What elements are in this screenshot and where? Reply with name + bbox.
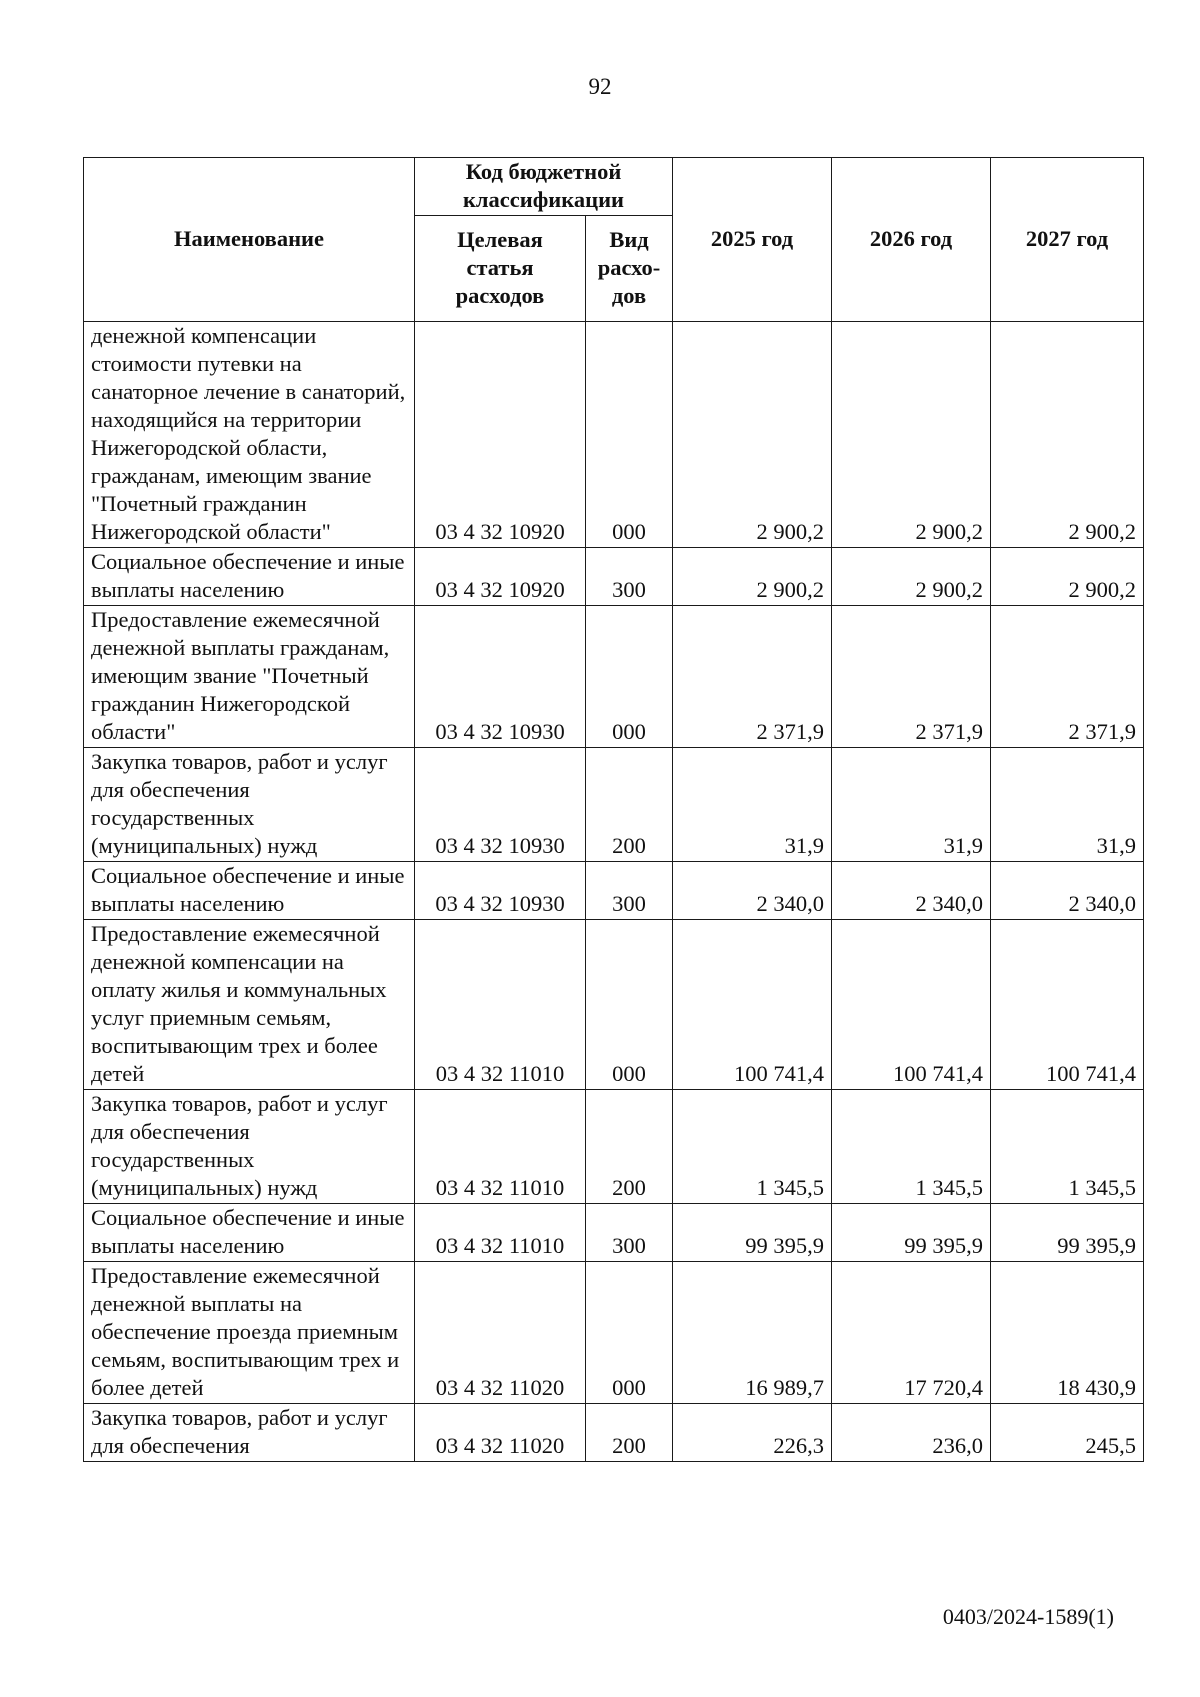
row-value-2027: 245,5 [991, 1404, 1144, 1462]
row-name: Закупка товаров, работ и услуг для обеспечения государственных (муниципальных) нужд [84, 748, 415, 862]
row-value-2026: 99 395,9 [832, 1204, 991, 1262]
row-expense-kind: 300 [586, 548, 673, 606]
row-value-2026: 236,0 [832, 1404, 991, 1462]
row-name: Социальное обеспечение и иные выплаты населению [84, 548, 415, 606]
row-name: Закупка товаров, работ и услуг для обеспечения государственных (муниципальных) нужд [84, 1090, 415, 1204]
table-body [84, 322, 1144, 1462]
table-row [84, 1204, 1144, 1262]
table-row [84, 1262, 1144, 1404]
row-value-2025: 226,3 [673, 1404, 832, 1462]
row-value-2027: 2 371,9 [991, 606, 1144, 748]
row-value-2027: 2 900,2 [991, 322, 1144, 548]
row-value-2026: 1 345,5 [832, 1090, 991, 1204]
row-value-2027: 2 340,0 [991, 862, 1144, 920]
row-name: Социальное обеспечение и иные выплаты населению [84, 862, 415, 920]
row-value-2026: 31,9 [832, 748, 991, 862]
row-value-2026: 2 900,2 [832, 548, 991, 606]
header-year-2025: 2025 год [673, 158, 832, 322]
page-number: 92 [588, 74, 612, 99]
row-name: Предоставление ежемесячной денежной компенсации на оплату жилья и коммунальных услуг приемным семьям, воспитывающим трех и более детей [84, 920, 415, 1090]
row-value-2025: 2 900,2 [673, 322, 832, 548]
row-target-code: 03 4 32 11010 [415, 1204, 586, 1262]
header-expense-kind: Вид расхо- дов [586, 216, 673, 322]
row-target-code: 03 4 32 11010 [415, 920, 586, 1090]
row-value-2025: 2 340,0 [673, 862, 832, 920]
header-kbk-group: Код бюджетной классификации [415, 158, 673, 216]
row-value-2025: 100 741,4 [673, 920, 832, 1090]
table-row [84, 548, 1144, 606]
row-value-2025: 31,9 [673, 748, 832, 862]
row-value-2025: 16 989,7 [673, 1262, 832, 1404]
row-value-2026: 2 900,2 [832, 322, 991, 548]
row-expense-kind: 000 [586, 920, 673, 1090]
header-year-2026: 2026 год [832, 158, 991, 322]
row-value-2025: 1 345,5 [673, 1090, 832, 1204]
row-value-2027: 99 395,9 [991, 1204, 1144, 1262]
row-value-2026: 2 371,9 [832, 606, 991, 748]
table-row [84, 606, 1144, 748]
row-expense-kind: 300 [586, 862, 673, 920]
row-name: Закупка товаров, работ и услуг для обеспечения [84, 1404, 415, 1462]
row-target-code: 03 4 32 11010 [415, 1090, 586, 1204]
row-expense-kind: 000 [586, 606, 673, 748]
row-value-2025: 2 371,9 [673, 606, 832, 748]
row-name: Социальное обеспечение и иные выплаты населению [84, 1204, 415, 1262]
row-value-2025: 2 900,2 [673, 548, 832, 606]
row-target-code: 03 4 32 10930 [415, 606, 586, 748]
row-value-2027: 1 345,5 [991, 1090, 1144, 1204]
table-header [84, 158, 1144, 322]
row-expense-kind: 200 [586, 1090, 673, 1204]
row-expense-kind: 300 [586, 1204, 673, 1262]
row-value-2027: 31,9 [991, 748, 1144, 862]
table-row [84, 862, 1144, 920]
row-name: Предоставление ежемесячной денежной выплаты на обеспечение проезда приемным семьям, воспитывающим трех и более детей [84, 1262, 415, 1404]
table-row [84, 1090, 1144, 1204]
row-value-2027: 18 430,9 [991, 1262, 1144, 1404]
row-value-2027: 100 741,4 [991, 920, 1144, 1090]
header-target-article: Целевая статья расходов [415, 216, 586, 322]
document-code: 0403/2024-1589(1) [942, 1604, 1114, 1629]
row-value-2027: 2 900,2 [991, 548, 1144, 606]
row-target-code: 03 4 32 10920 [415, 322, 586, 548]
row-expense-kind: 200 [586, 1404, 673, 1462]
row-expense-kind: 000 [586, 322, 673, 548]
row-value-2026: 17 720,4 [832, 1262, 991, 1404]
row-target-code: 03 4 32 10930 [415, 862, 586, 920]
table-row [84, 322, 1144, 548]
row-name: денежной компенсации стоимости путевки на санаторное лечение в санаторий, находящийся на территории Нижегородской области, гражданам, имеющим звание "Почетный гражданин Нижегородской области" [84, 322, 415, 548]
row-target-code: 03 4 32 10930 [415, 748, 586, 862]
row-target-code: 03 4 32 10920 [415, 548, 586, 606]
table-row [84, 920, 1144, 1090]
table-row [84, 748, 1144, 862]
header-year-2027: 2027 год [991, 158, 1144, 322]
row-value-2026: 2 340,0 [832, 862, 991, 920]
row-name: Предоставление ежемесячной денежной выплаты гражданам, имеющим звание "Почетный гражданин Нижегородской области" [84, 606, 415, 748]
header-name: Наименование [84, 158, 415, 322]
row-expense-kind: 200 [586, 748, 673, 862]
row-target-code: 03 4 32 11020 [415, 1404, 586, 1462]
row-target-code: 03 4 32 11020 [415, 1262, 586, 1404]
row-value-2026: 100 741,4 [832, 920, 991, 1090]
row-expense-kind: 000 [586, 1262, 673, 1404]
row-value-2025: 99 395,9 [673, 1204, 832, 1262]
budget-table [83, 157, 1144, 1462]
table-row [84, 1404, 1144, 1462]
